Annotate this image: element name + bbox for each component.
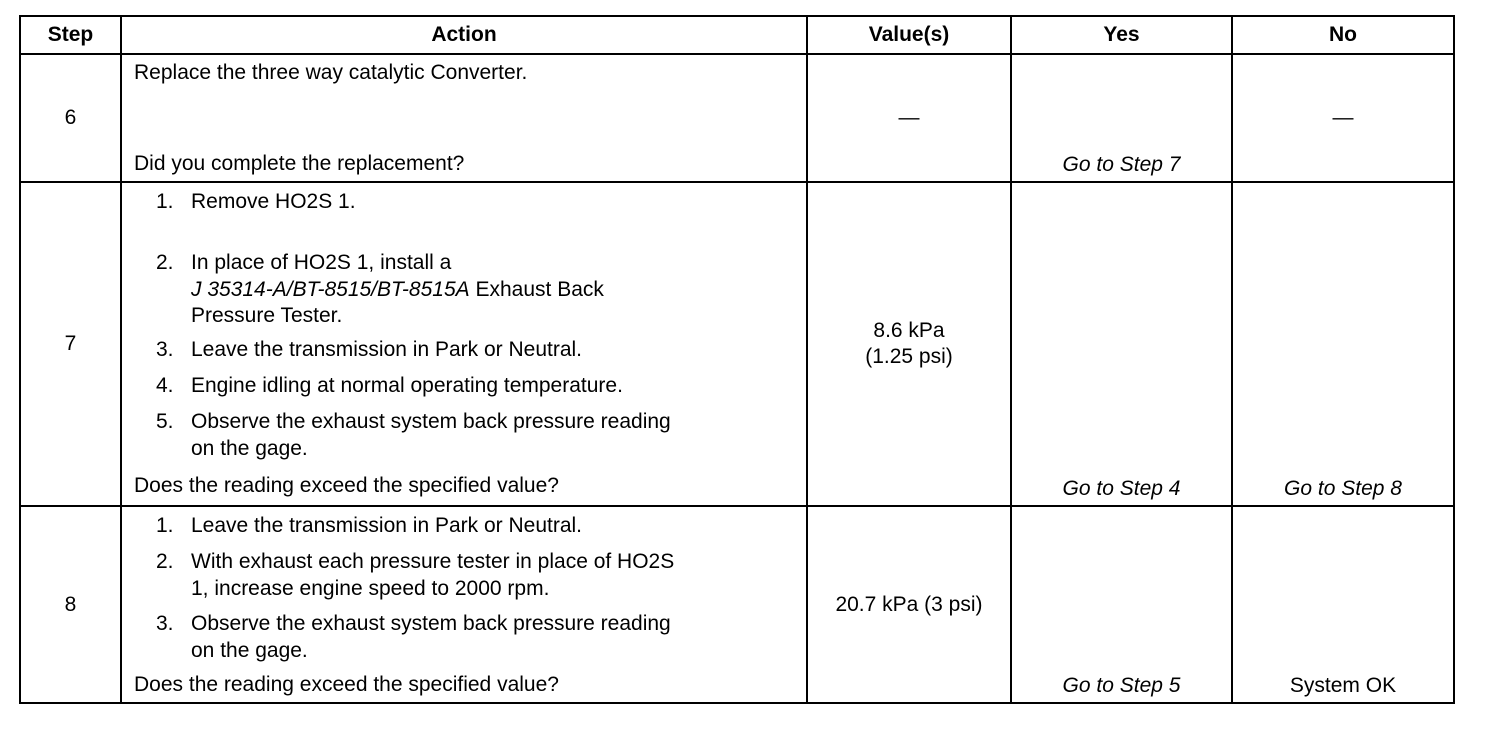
value-kpa: 8.6 kPa [873, 319, 945, 342]
action-step-2 [156, 250, 604, 330]
table-row-step-6 [20, 54, 1454, 182]
header-no: No [1232, 16, 1454, 54]
action-cell [121, 506, 807, 703]
value-cell [807, 182, 1011, 506]
action-step-2 [156, 549, 674, 602]
step-text: Pressure Tester. [191, 304, 343, 327]
diagnostic-table [19, 15, 1455, 704]
action-step-1 [156, 513, 582, 540]
header-step: Step [20, 16, 121, 54]
no-cell: — [1232, 54, 1454, 182]
action-step-5 [156, 409, 671, 462]
step-index: 1. [156, 190, 174, 213]
step-text: Leave the transmission in Park or Neutral. [191, 338, 583, 361]
step-index: 2. [156, 550, 174, 573]
header-values: Value(s) [807, 16, 1011, 54]
step-text: Observe the exhaust system back pressure reading [191, 612, 671, 635]
step-index: 5. [156, 410, 174, 433]
step-text: Engine idling at normal operating temperature. [191, 374, 623, 397]
step-index: 3. [156, 612, 174, 635]
value-psi: (1.25 psi) [865, 345, 953, 368]
step-text: Exhaust Back [469, 277, 604, 301]
yes-cell: Go to Step 4 [1011, 182, 1232, 506]
step-number: 7 [20, 182, 121, 506]
step-number: 8 [20, 506, 121, 703]
step-text: With exhaust each pressure tester in place of HO2S [191, 550, 675, 573]
tool-number: J 35314-A/BT-8515/BT-8515A [191, 277, 470, 301]
step-text: on the gage. [191, 436, 308, 460]
action-question: Did you complete the replacement? [134, 152, 465, 175]
step-text: on the gage. [191, 638, 308, 662]
value-cell: 20.7 kPa (3 psi) [807, 506, 1011, 703]
step-index: 1. [156, 514, 174, 537]
action-step-4 [156, 373, 623, 400]
action-step-1 [156, 189, 356, 216]
action-cell [121, 182, 807, 506]
yes-cell: Go to Step 5 [1011, 506, 1232, 703]
action-intro: Replace the three way catalytic Converter. [134, 61, 528, 84]
header-yes: Yes [1011, 16, 1232, 54]
no-cell: System OK [1232, 506, 1454, 703]
action-question: Does the reading exceed the specified value? [134, 474, 559, 497]
step-index: 2. [156, 251, 174, 274]
action-step-3 [156, 611, 671, 664]
value-cell [807, 54, 1011, 182]
table-row-step-8 [20, 506, 1454, 703]
header-row [20, 16, 1454, 54]
step-text: 1, increase engine speed to 2000 rpm. [191, 576, 550, 600]
header-action: Action [121, 16, 807, 54]
step-text: Observe the exhaust system back pressure reading [191, 410, 671, 433]
action-cell [121, 54, 807, 182]
value-dash: — [898, 106, 920, 129]
step-number: 6 [20, 54, 121, 182]
yes-cell: Go to Step 7 [1011, 54, 1232, 182]
no-cell: Go to Step 8 [1232, 182, 1454, 506]
step-text: Leave the transmission in Park or Neutral. [191, 514, 583, 537]
step-index: 4. [156, 374, 174, 397]
action-question: Does the reading exceed the specified value? [134, 673, 559, 696]
step-text: Remove HO2S 1. [191, 190, 356, 213]
step-text: In place of HO2S 1, install a [191, 251, 452, 274]
step-index: 3. [156, 338, 174, 361]
table-row-step-7 [20, 182, 1454, 506]
action-step-3 [156, 337, 582, 364]
